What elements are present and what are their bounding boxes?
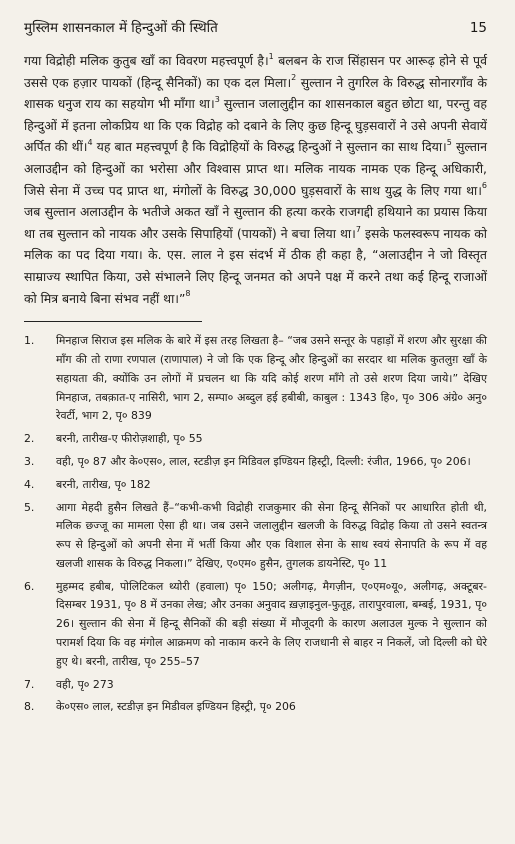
footnote-ref[interactable]: 1 xyxy=(268,51,274,61)
footnote-text: बरनी, तारीख, पृ० 182 xyxy=(56,477,151,491)
footnote xyxy=(24,578,487,672)
sentence: जब सुल्तान अलाउद्दीन के भतीजे अकत खाँ ने सुल्तान की हत्या करके राजगद्दी हथियाने का प्रयास किया था तब सुल्तान को नायक और उसके सिपाहियों (पायकों) ने बचा लिया था। xyxy=(24,204,487,241)
sentence: सुल्तान ने तुगरिल के विरुद्ध सोनारगाँव के शासक धनुज राय का सहयोग भी माँगा था। xyxy=(24,74,487,112)
footnote-number: 7. xyxy=(24,677,35,691)
footnote-separator xyxy=(24,321,202,322)
footnote-number: 4. xyxy=(24,477,35,491)
sentence: सुल्तान जलालुद्दीन का शासनकाल बहुत छोटा था, परन्तु वह हिन्दुओं में इतना लोकप्रिय था कि एक विद्रोह को दबाने के लिए कुछ हिन्दू घुड़सवारों ने उसे अपनी सेवायें अर्पित की थीं। xyxy=(24,96,487,155)
footnote xyxy=(24,476,487,495)
footnote-number: 1. xyxy=(24,334,35,348)
footnote xyxy=(24,430,487,449)
footnote-number: 8. xyxy=(24,700,35,714)
footnote-ref[interactable]: 2 xyxy=(291,73,297,83)
sentence: सुल्तान अलाउद्दीन को हिन्दुओं का भरोसा और विश्वास प्राप्त था। मलिक नायक नामक एक हिन्दू अधिकारी, जिसे सेना में उच्च पद प्राप्त था, मंगोलों के विरुद्ध 30,000 घुड़सवारों के साथ युद्ध के लिए गया था। xyxy=(24,139,487,198)
footnote xyxy=(24,499,487,574)
footnote-number: 6. xyxy=(24,579,35,593)
footnote-text: मुहम्मद हबीब, पोलिटिकल थ्योरी (हवाला) पृ० 150; अलीगढ़, मैगज़ीन, ए०एम०यू०, अलीगढ़, अक्टूबर-दिसम्बर 1931, पृ० 8 में उनका लेख; और उनका अनुवाद ख़ज़ाइनुल-फुतूह, तारापुरवाला, बम्बई, 1931, पृ० 26। सुल्तान की सेना में हिन्दू सैनिकों की बड़ी संख्या में मौजूदगी के कारण अलाउल मुल्क ने सुल्तान को परामर्श दिया कि वह मंगोल आक्रमण को नाकाम करने के लिए राजधानी से बाहर न निकलें, जो दिल्ली को घेरे हुए थे। बरनी, तारीख, पृ० 255–57 xyxy=(56,579,487,668)
footnote-ref[interactable]: 7 xyxy=(355,224,361,234)
main-paragraph xyxy=(24,50,487,309)
footnote-ref[interactable]: 8 xyxy=(185,289,191,299)
sentence: यह बात महत्त्वपूर्ण है कि विद्रोहियों के विरुद्ध हिन्दुओं ने सुल्तान का साथ दिया। xyxy=(92,139,447,155)
footnote xyxy=(24,698,487,717)
footnote-text: वही, पृ० 273 xyxy=(56,677,114,691)
footnotes-list xyxy=(24,332,487,717)
page-header xyxy=(24,18,487,36)
footnote-text: के०एस० लाल, स्टडीज़ इन मिडीवल इण्डियन हिस्ट्री, पृ० 206 xyxy=(56,700,296,714)
sentence: बलबन के राज सिंहासन पर आरूढ़ होने से पूर्व उससे एक हज़ार पायकों (हिन्दू सैनिकों) का एक दल मिला। xyxy=(24,53,487,90)
footnote-ref[interactable]: 3 xyxy=(214,95,220,105)
footnote xyxy=(24,332,487,426)
footnote-text: बरनी, तारीख-ए फीरोज़शाही, पृ० 55 xyxy=(56,432,203,446)
page-number: 15 xyxy=(469,20,487,36)
footnote xyxy=(24,453,487,472)
footnote-text: आगा मेहदी हुसैन लिखते हैं–“कभी-कभी विद्रोही राजकुमार की सेना हिन्दू सैनिकों पर आधारित होती थी, मलिक छज्जू का मामला ऐसा ही था। जब उसने जलालुद्दीन खलजी के विरुद्ध विद्रोह किया तो उसने स्वतन्त्र रूप से हिन्दुओं को अपनी सेना में भर्ती किया और एक विशाल सेना के साथ स्वयं सेनापति के रूप में वह खलजी शासक के विरुद्ध निकला।” देखिए, ए०एम० हुसैन, तुगलक डायनेस्टि, पृ० 11 xyxy=(56,500,487,570)
running-title: मुस्लिम शासनकाल में हिन्दुओं की स्थिति xyxy=(24,20,218,36)
footnote-number: 5. xyxy=(24,500,35,514)
sentence: इसके फलस्वरूप नायक को मलिक का पद दिया गया। के. एस. लाल ने इस संदर्भ में ठीक ही कहा है, “अलाउद्दीन ने जो विस्तृत साम्राज्य स्थापित किया, उसे संभालने लिए हिन्दू जनमत को अपने पक्ष में करने तथा कई हिन्दू राजाओं को मित्र बनाये बिना संभव नहीं था।” xyxy=(24,225,488,306)
footnote-text: मिनहाज सिराज इस मलिक के बारे में इस तरह लिखता है– “जब उसने सन्तूर के पहाड़ों में शरण और सुरक्षा की माँग की तो राणा रणपाल (राणापाल) ने जो कि एक हिन्दू और हिन्दुओं का सरदार था मलिक कुतलुग़ खाँ के सहायता की, क्योंकि उन लोगों में प्रचलन था कि यदि कोई शरण माँगे तो उसे शरण दिया जाये।” देखिए मिनहाज, तबक़ात-ए नासिरी, भाग 2, सम्पा० अब्दुल हई हबीबी, काबुल : 1343 हि०, पृ० 306 अंग्रे० अनु० रेवर्टी, भाग 2, पृ० 839 xyxy=(56,334,487,423)
sentence: गया विद्रोही मलिक कुतुब खाँ का विवरण महत्त्वपूर्ण है। xyxy=(24,53,269,68)
footnote-ref[interactable]: 4 xyxy=(87,138,93,148)
footnote-number: 3. xyxy=(24,454,35,468)
footnote-ref[interactable]: 5 xyxy=(446,138,452,148)
footnote-text: वही, पृ० 87 और के०एस०, लाल, स्टडीज़ इन मिडिवल इण्डियन हिस्ट्री, दिल्ली: रंजीत, 1966, पृ० 206। xyxy=(56,454,471,468)
footnote xyxy=(24,676,487,695)
footnote-number: 2. xyxy=(24,432,35,446)
footnote-ref[interactable]: 6 xyxy=(481,181,487,191)
